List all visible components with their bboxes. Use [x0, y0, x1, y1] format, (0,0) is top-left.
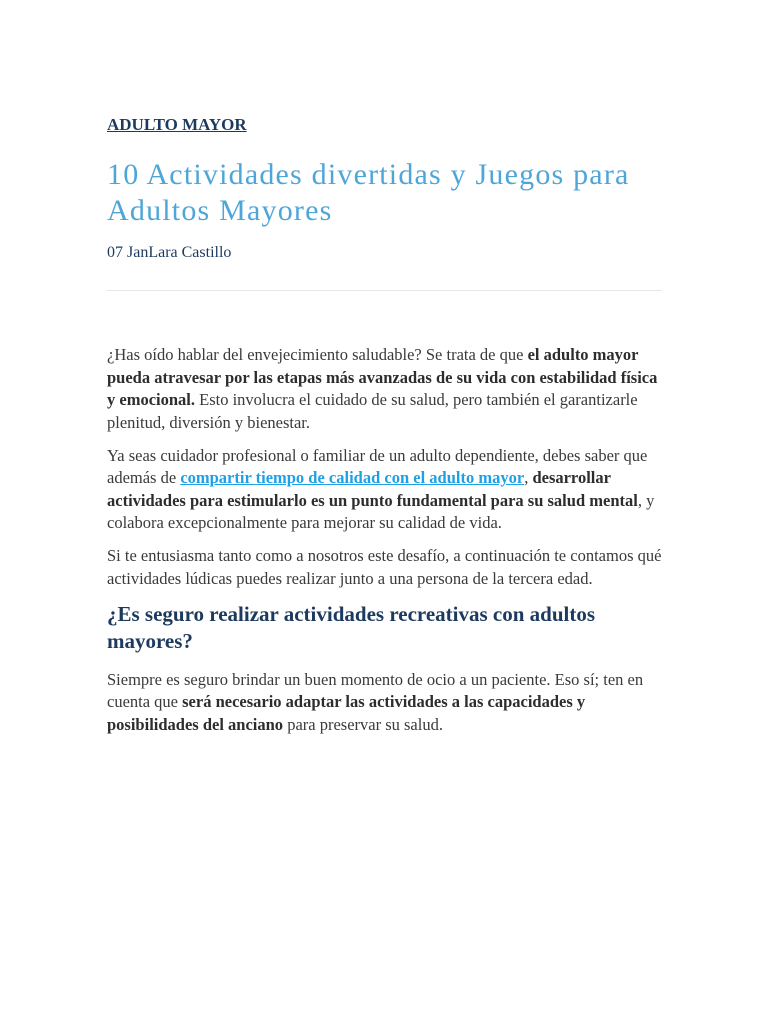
- paragraph-text: Ya seas cuidador profesional o familiar de un adulto dependiente, debes saber que además de: [107, 445, 648, 487]
- section-heading: ¿Es seguro realizar actividades recreativas con adultos mayores?: [107, 601, 596, 653]
- paragraph-intro: [107, 344, 662, 434]
- paragraph-text: Siempre es seguro brindar un buen momento de ocio a un paciente. Eso sí; ten en cuenta que: [107, 669, 644, 711]
- paragraph-enthusiasm: Si te entusiasma tanto como a nosotros este desafío, a continuación te contamos qué actividades lúdicas puedes realizar junto a una persona de la tercera edad.: [107, 546, 662, 588]
- paragraph-text: para preservar su salud.: [283, 714, 443, 734]
- quality-time-link[interactable]: compartir tiempo de calidad con el adulto mayor: [180, 468, 525, 487]
- article-meta: 07 JanLara Castillo: [107, 244, 232, 261]
- article-title: 10 Actividades divertidas y Juegos para Adultos Mayores: [107, 158, 630, 227]
- article-body: [107, 344, 662, 747]
- paragraph-text: Esto involucra el cuidado de su salud, pero también el garantizarle plenitud, diversión y bienestar.: [107, 390, 638, 432]
- paragraph-text: ,: [524, 468, 533, 487]
- paragraph-bold-text: será necesario adaptar las actividades a las capacidades y posibilidades del anciano: [107, 692, 586, 734]
- paragraph-bold-text: desarrollar actividades para estimularlo es un punto fundamental para su salud mental: [107, 468, 638, 510]
- paragraph-text: ¿Has oído hablar del envejecimiento saludable? Se trata de que: [107, 345, 528, 364]
- paragraph-caregiver: [107, 445, 662, 535]
- divider: [107, 290, 662, 291]
- category-link[interactable]: ADULTO MAYOR: [107, 115, 247, 134]
- paragraph-text: , y colabora excepcionalmente para mejorar su calidad de vida.: [107, 490, 655, 532]
- paragraph-safety: [107, 669, 662, 737]
- paragraph-bold-text: el adulto mayor pueda atravesar por las etapas más avanzadas de su vida con estabilidad física y emocional.: [107, 345, 658, 409]
